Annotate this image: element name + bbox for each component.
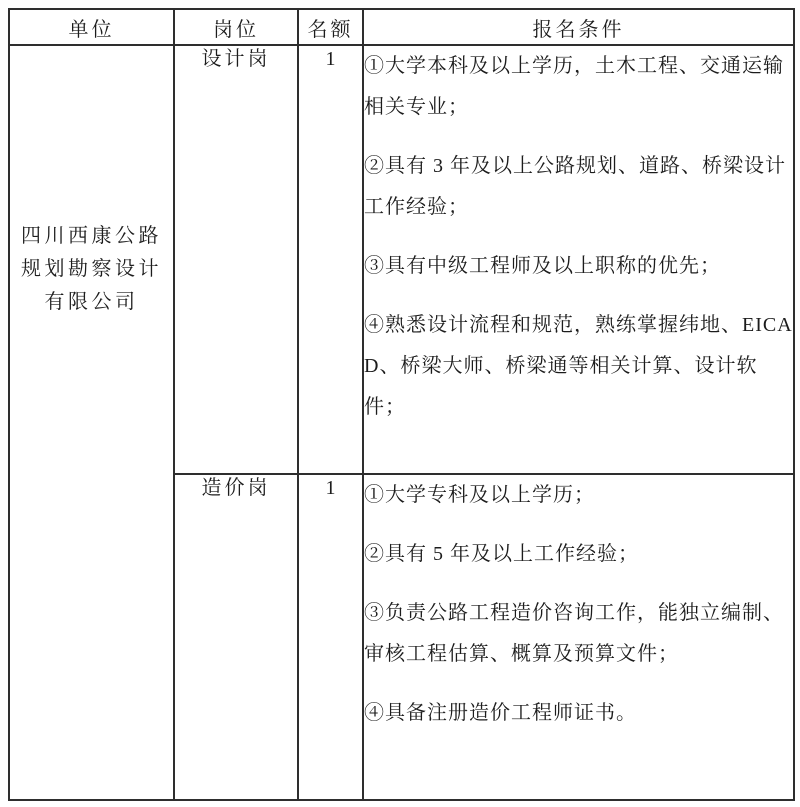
company-name: 四川西康公路规划勘察设计有限公司 xyxy=(21,225,162,313)
header-conditions: 报名条件 xyxy=(363,9,794,45)
table-header-row xyxy=(9,9,794,45)
cell-quota: 1 xyxy=(298,45,363,474)
table-row xyxy=(9,45,794,474)
cell-conditions xyxy=(363,45,794,474)
condition-item: ④熟悉设计流程和规范，熟练掌握纬地、EICAD、桥梁大师、桥梁通等相关计算、设计软件； xyxy=(364,314,793,418)
condition-item: ④具备注册造价工程师证书。 xyxy=(364,702,637,724)
header-position: 岗位 xyxy=(174,9,298,45)
cell-position: 造价岗 xyxy=(174,474,298,800)
condition-item: ②具有 3 年及以上公路规划、道路、桥梁设计工作经验； xyxy=(364,155,786,218)
condition-item: ③具有中级工程师及以上职称的优先； xyxy=(364,255,721,277)
condition-item: ②具有 5 年及以上工作经验； xyxy=(364,543,639,565)
cell-company xyxy=(9,45,174,800)
cell-quota: 1 xyxy=(298,474,363,800)
recruitment-table xyxy=(8,8,795,801)
cell-position: 设计岗 xyxy=(174,45,298,474)
header-quota: 名额 xyxy=(298,9,363,45)
condition-item: ③负责公路工程造价咨询工作，能独立编制、审核工程估算、概算及预算文件； xyxy=(364,602,784,665)
condition-item: ①大学专科及以上学历； xyxy=(364,484,595,506)
header-unit: 单位 xyxy=(9,9,174,45)
condition-item: ①大学本科及以上学历，土木工程、交通运输相关专业； xyxy=(364,55,784,118)
cell-conditions xyxy=(363,474,794,800)
